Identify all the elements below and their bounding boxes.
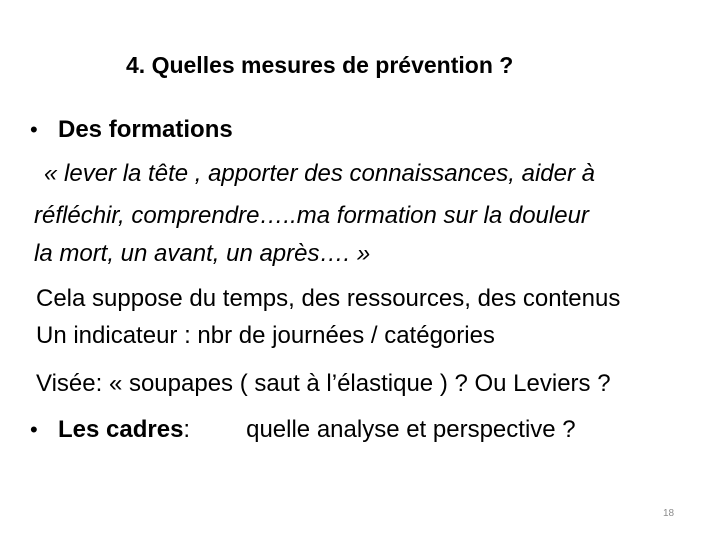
slide-title: 4. Quelles mesures de prévention ? (126, 52, 514, 78)
bullet-heading-cadres: Les cadres (58, 416, 184, 443)
bullet-icon: • (30, 117, 38, 142)
bullet-separator: : (183, 416, 191, 443)
quote-line-1: « lever la tête , apporter des connaissances, aider à (44, 160, 595, 187)
bullet-heading-formations: Des formations (58, 116, 233, 143)
quote-line-3: la mort, un avant, un après…. » (34, 240, 371, 267)
body-line-2: Un indicateur : nbr de journées / catégories (36, 322, 495, 349)
quote-line-2: réfléchir, comprendre…..ma formation sur la douleur (34, 202, 589, 229)
body-line-1: Cela suppose du temps, des ressources, des contenus (36, 285, 621, 312)
bullet-text-cadres: quelle analyse et perspective ? (246, 416, 576, 443)
page-number: 18 (663, 508, 675, 519)
body-line-3: Visée: « soupapes ( saut à l’élastique ) ? Ou Leviers ? (36, 370, 611, 397)
bullet-icon: • (30, 417, 38, 442)
bullet-line-cadres (58, 416, 576, 444)
